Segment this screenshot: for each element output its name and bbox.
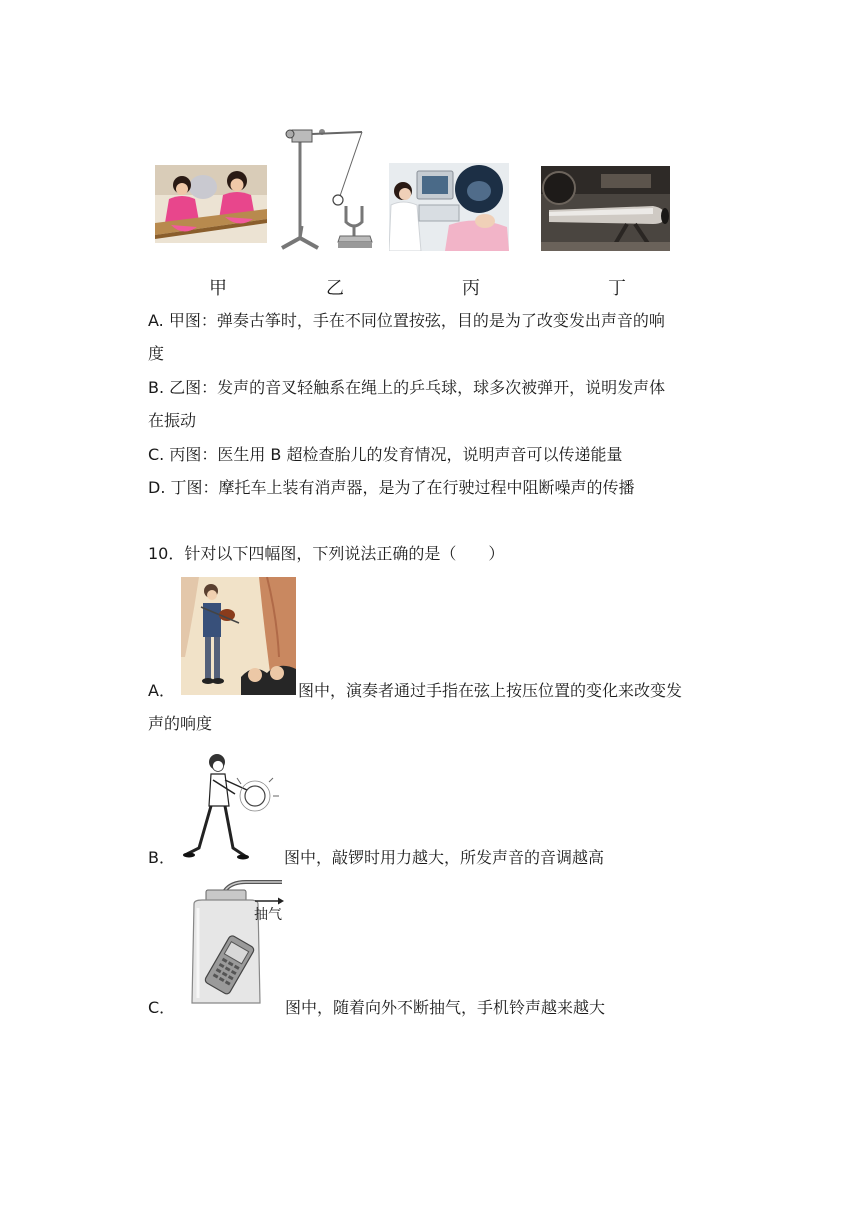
q9-option-d: D. 丁图：摩托车上装有消声器，是为了在行驶过程中阻断噪声的传播 xyxy=(148,478,635,497)
figure-jia-guzheng xyxy=(155,165,267,243)
q9-option-a-line1: A. 甲图：弹奏古筝时，手在不同位置按弦，目的是为了改变发出声音的响 xyxy=(148,311,665,330)
q10-option-b-text: 图中，敲锣时用力越大，所发声音的音调越高 xyxy=(284,848,605,867)
figure-yi-tuning-fork xyxy=(276,120,386,256)
q10-option-a-text: 图中，演奏者通过手指在弦上按压位置的变化来改变发 xyxy=(298,681,683,700)
figure-ding-motorcycle xyxy=(541,166,670,251)
figure-violinist xyxy=(181,577,296,695)
q9-option-a-line2: 度 xyxy=(148,344,165,363)
q9-option-c: C. 丙图：医生用 B 超检查胎儿的发育情况，说明声音可以传递能量 xyxy=(148,445,623,464)
figure-bing-ultrasound xyxy=(389,163,509,251)
q10-option-b-prefix: B． xyxy=(148,848,175,867)
jar-label: 抽气 xyxy=(254,907,282,923)
figure-label-jia: 甲 xyxy=(209,278,227,299)
figure-gong-player xyxy=(181,744,281,864)
figure-label-yi: 乙 xyxy=(326,278,344,299)
q10-option-a-line2: 声的响度 xyxy=(148,714,213,733)
q9-option-b-line2: 在振动 xyxy=(148,411,197,430)
figure-label-bing: 丙 xyxy=(462,278,480,299)
arrow-right-icon xyxy=(254,896,284,906)
q10-option-c-prefix: C． xyxy=(148,998,176,1017)
q9-option-b-line1: B. 乙图：发声的音叉轻触系在绳上的乒乓球，球多次被弹开，说明发声体 xyxy=(148,378,666,397)
q10-option-a-prefix: A． xyxy=(148,681,175,700)
q10-stem: 10．针对以下四幅图，下列说法正确的是（ ） xyxy=(148,544,505,563)
figure-label-ding: 丁 xyxy=(608,278,626,299)
q10-option-c-text: 图中，随着向外不断抽气，手机铃声越来越大 xyxy=(285,998,606,1017)
